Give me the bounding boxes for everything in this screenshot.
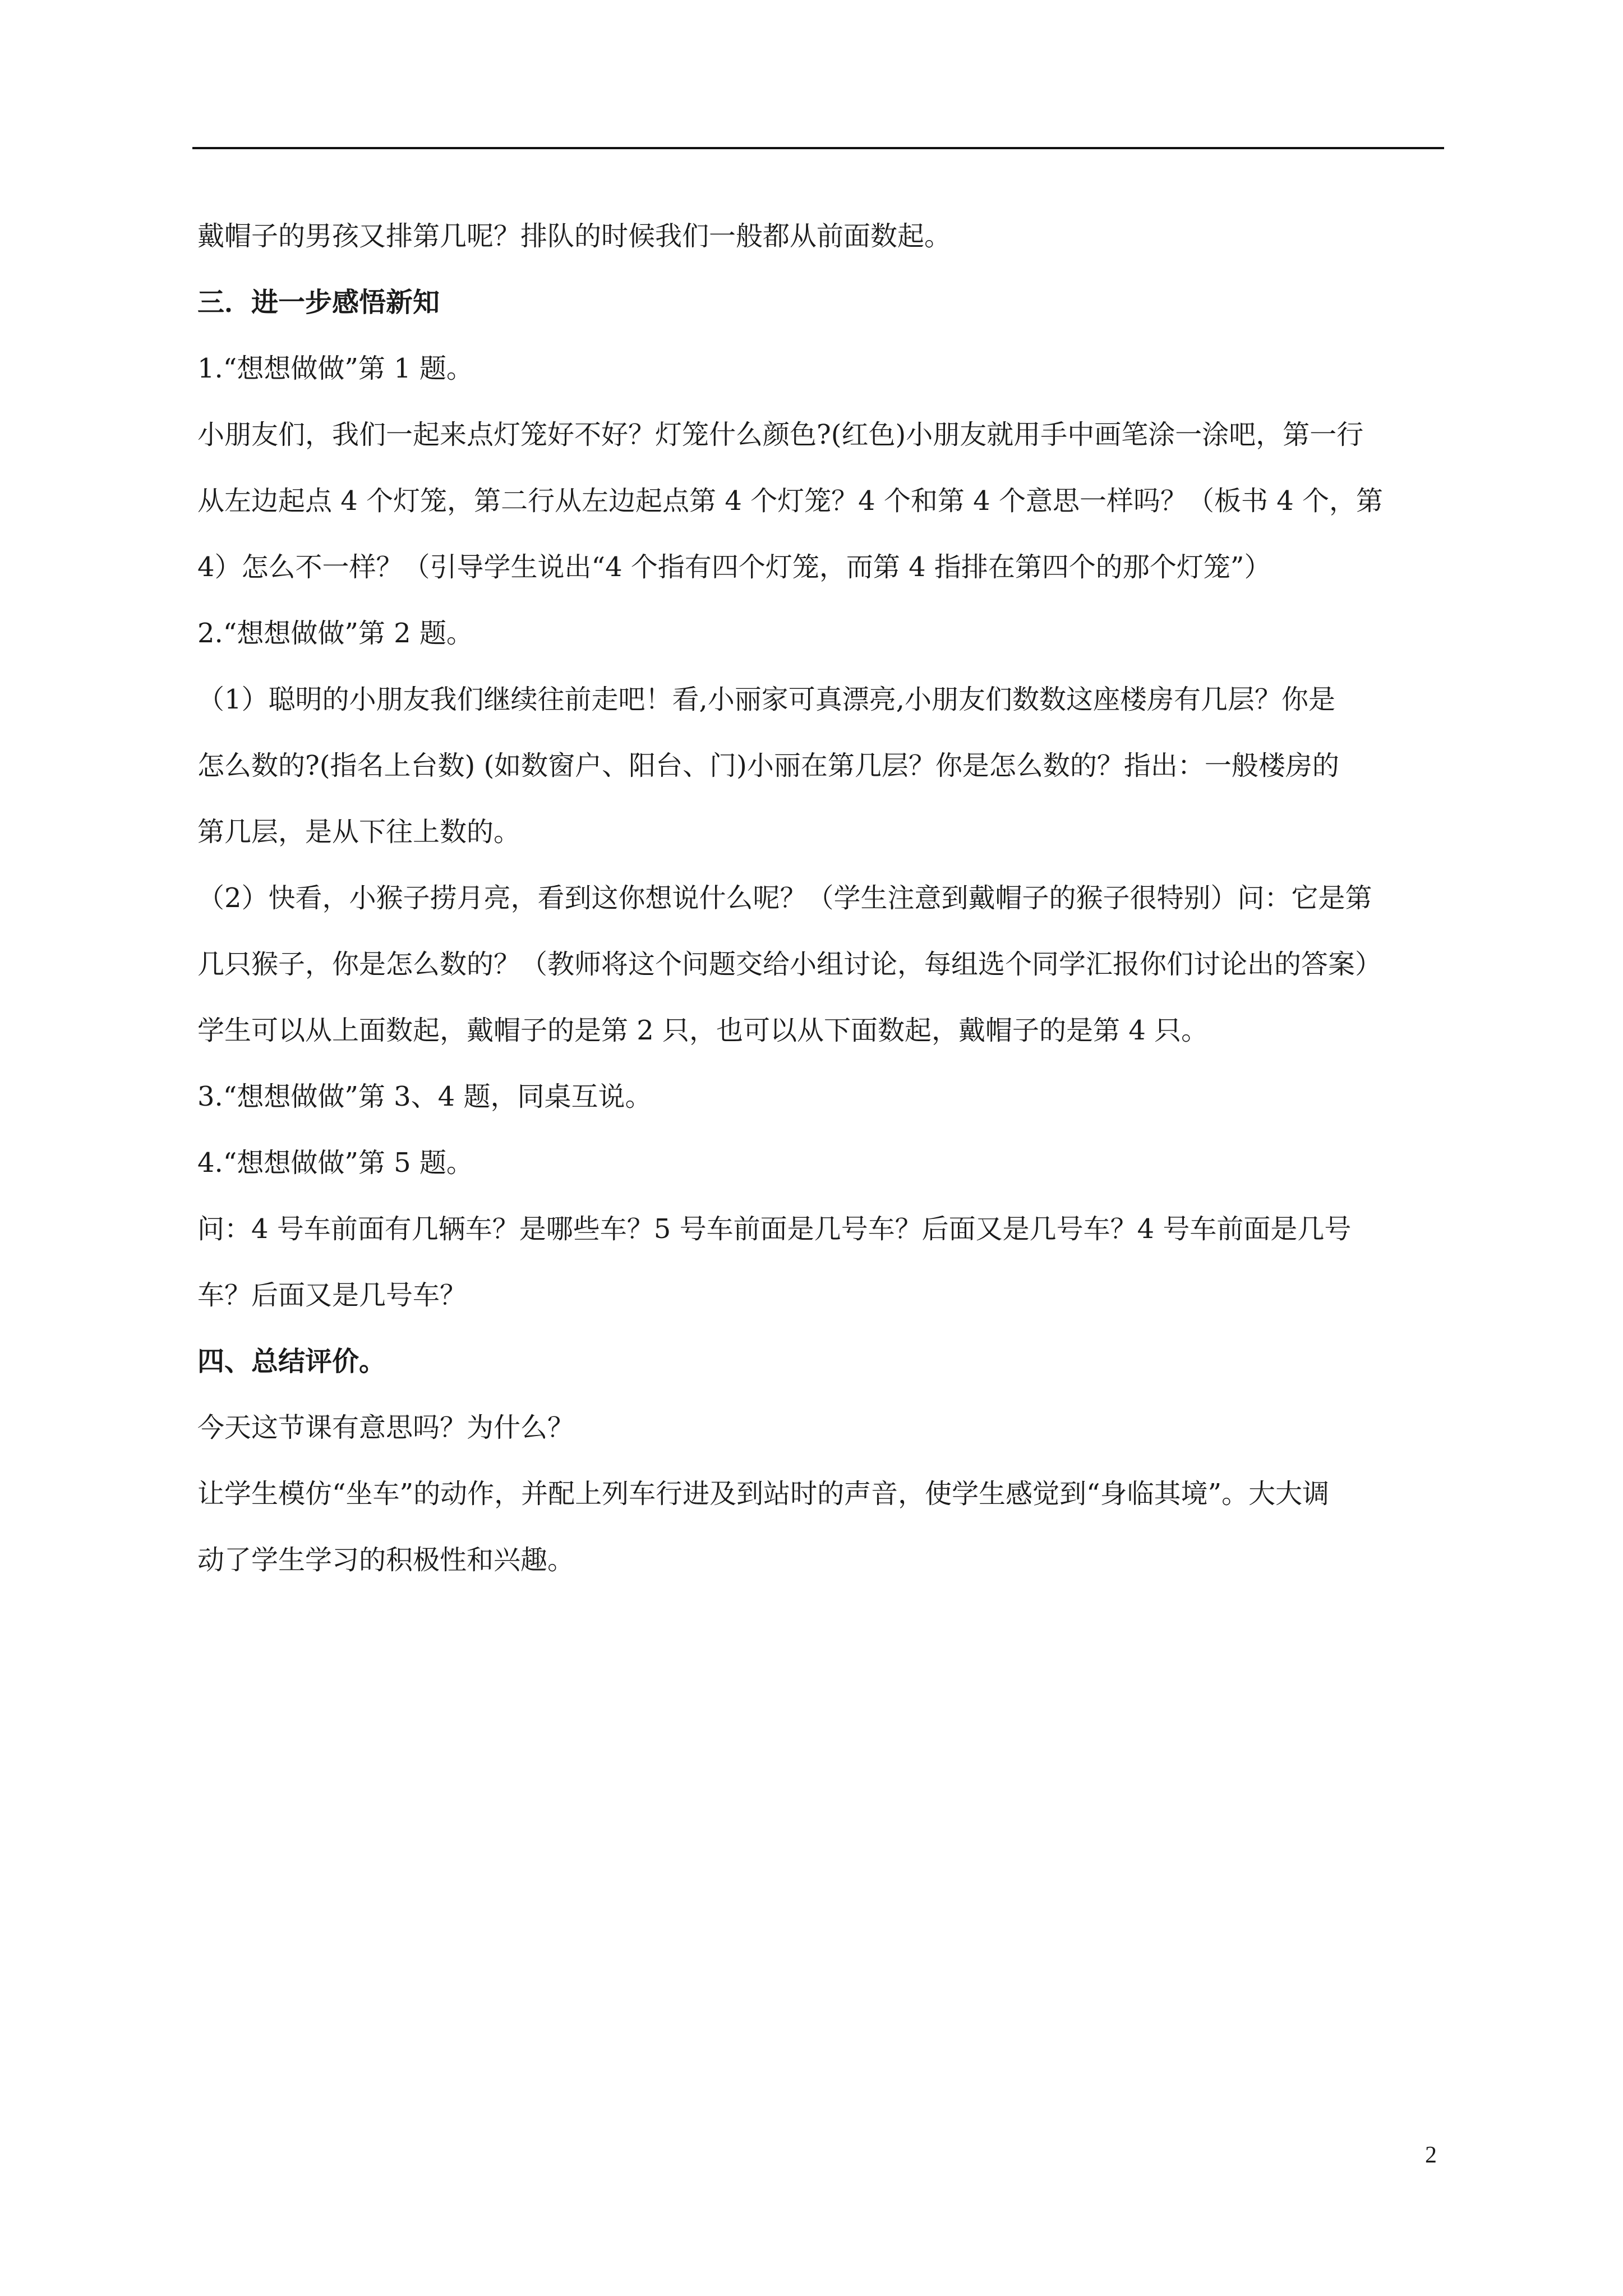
document-body	[197, 203, 1446, 1593]
header-rule	[192, 147, 1444, 149]
paragraph-line: 怎么数的?(指名上台数) (如数窗户、阳台、门)小丽在第几层？你是怎么数的？指出：一般楼房的	[197, 750, 1339, 781]
section-heading: 三．进一步感悟新知	[197, 287, 440, 318]
paragraph-line: （2）快看，小猴子捞月亮，看到这你想说什么呢？（学生注意到戴帽子的猴子很特别）问：它是第	[197, 882, 1372, 914]
exercise-heading: 4.“想想做做”第 5 题。	[197, 1147, 473, 1179]
paragraph-line: 问：4 号车前面有几辆车？是哪些车？5 号车前面是几号车？后面又是几号车？4 号车前面是几号	[197, 1213, 1352, 1245]
paragraph-line: 车？后面又是几号车？	[197, 1280, 467, 1311]
paragraph-line: 学生可以从上面数起，戴帽子的是第 2 只，也可以从下面数起，戴帽子的是第 4 只。	[197, 1015, 1209, 1046]
paragraph-line: 几只猴子，你是怎么数的？（教师将这个问题交给小组讨论，每组选个同学汇报你们讨论出的答案）	[197, 949, 1382, 980]
paragraph-line: 戴帽子的男孩又排第几呢？排队的时候我们一般都从前面数起。	[197, 220, 952, 252]
exercise-heading: 3.“想想做做”第 3、4 题，同桌互说。	[197, 1081, 652, 1112]
paragraph-line: 小朋友们，我们一起来点灯笼好不好？灯笼什么颜色?(红色)小朋友就用手中画笔涂一涂吧，第一行	[197, 419, 1364, 450]
exercise-heading: 2.“想想做做”第 2 题。	[197, 618, 473, 649]
paragraph-line: （1）聪明的小朋友我们继续往前走吧！看,小丽家可真漂亮,小朋友们数数这座楼房有几层？你是	[197, 684, 1336, 715]
paragraph-line: 让学生模仿“坐车”的动作，并配上列车行进及到站时的声音，使学生感觉到“身临其境”。大大调	[197, 1478, 1330, 1510]
page-number: 2	[1425, 2142, 1437, 2168]
paragraph-line: 从左边起点 4 个灯笼，第二行从左边起点第 4 个灯笼？4 个和第 4 个意思一样吗？（板书 4 个，第	[197, 485, 1384, 517]
paragraph-line: 4）怎么不一样？（引导学生说出“4 个指有四个灯笼，而第 4 指排在第四个的那个灯笼”）	[197, 551, 1271, 583]
exercise-heading: 1.“想想做做”第 1 题。	[197, 353, 473, 384]
paragraph-line: 动了学生学习的积极性和兴趣。	[197, 1544, 575, 1576]
paragraph-line: 第几层，是从下往上数的。	[197, 816, 521, 848]
section-heading: 四、总结评价。	[197, 1346, 386, 1377]
paragraph-line: 今天这节课有意思吗？为什么？	[197, 1412, 575, 1443]
